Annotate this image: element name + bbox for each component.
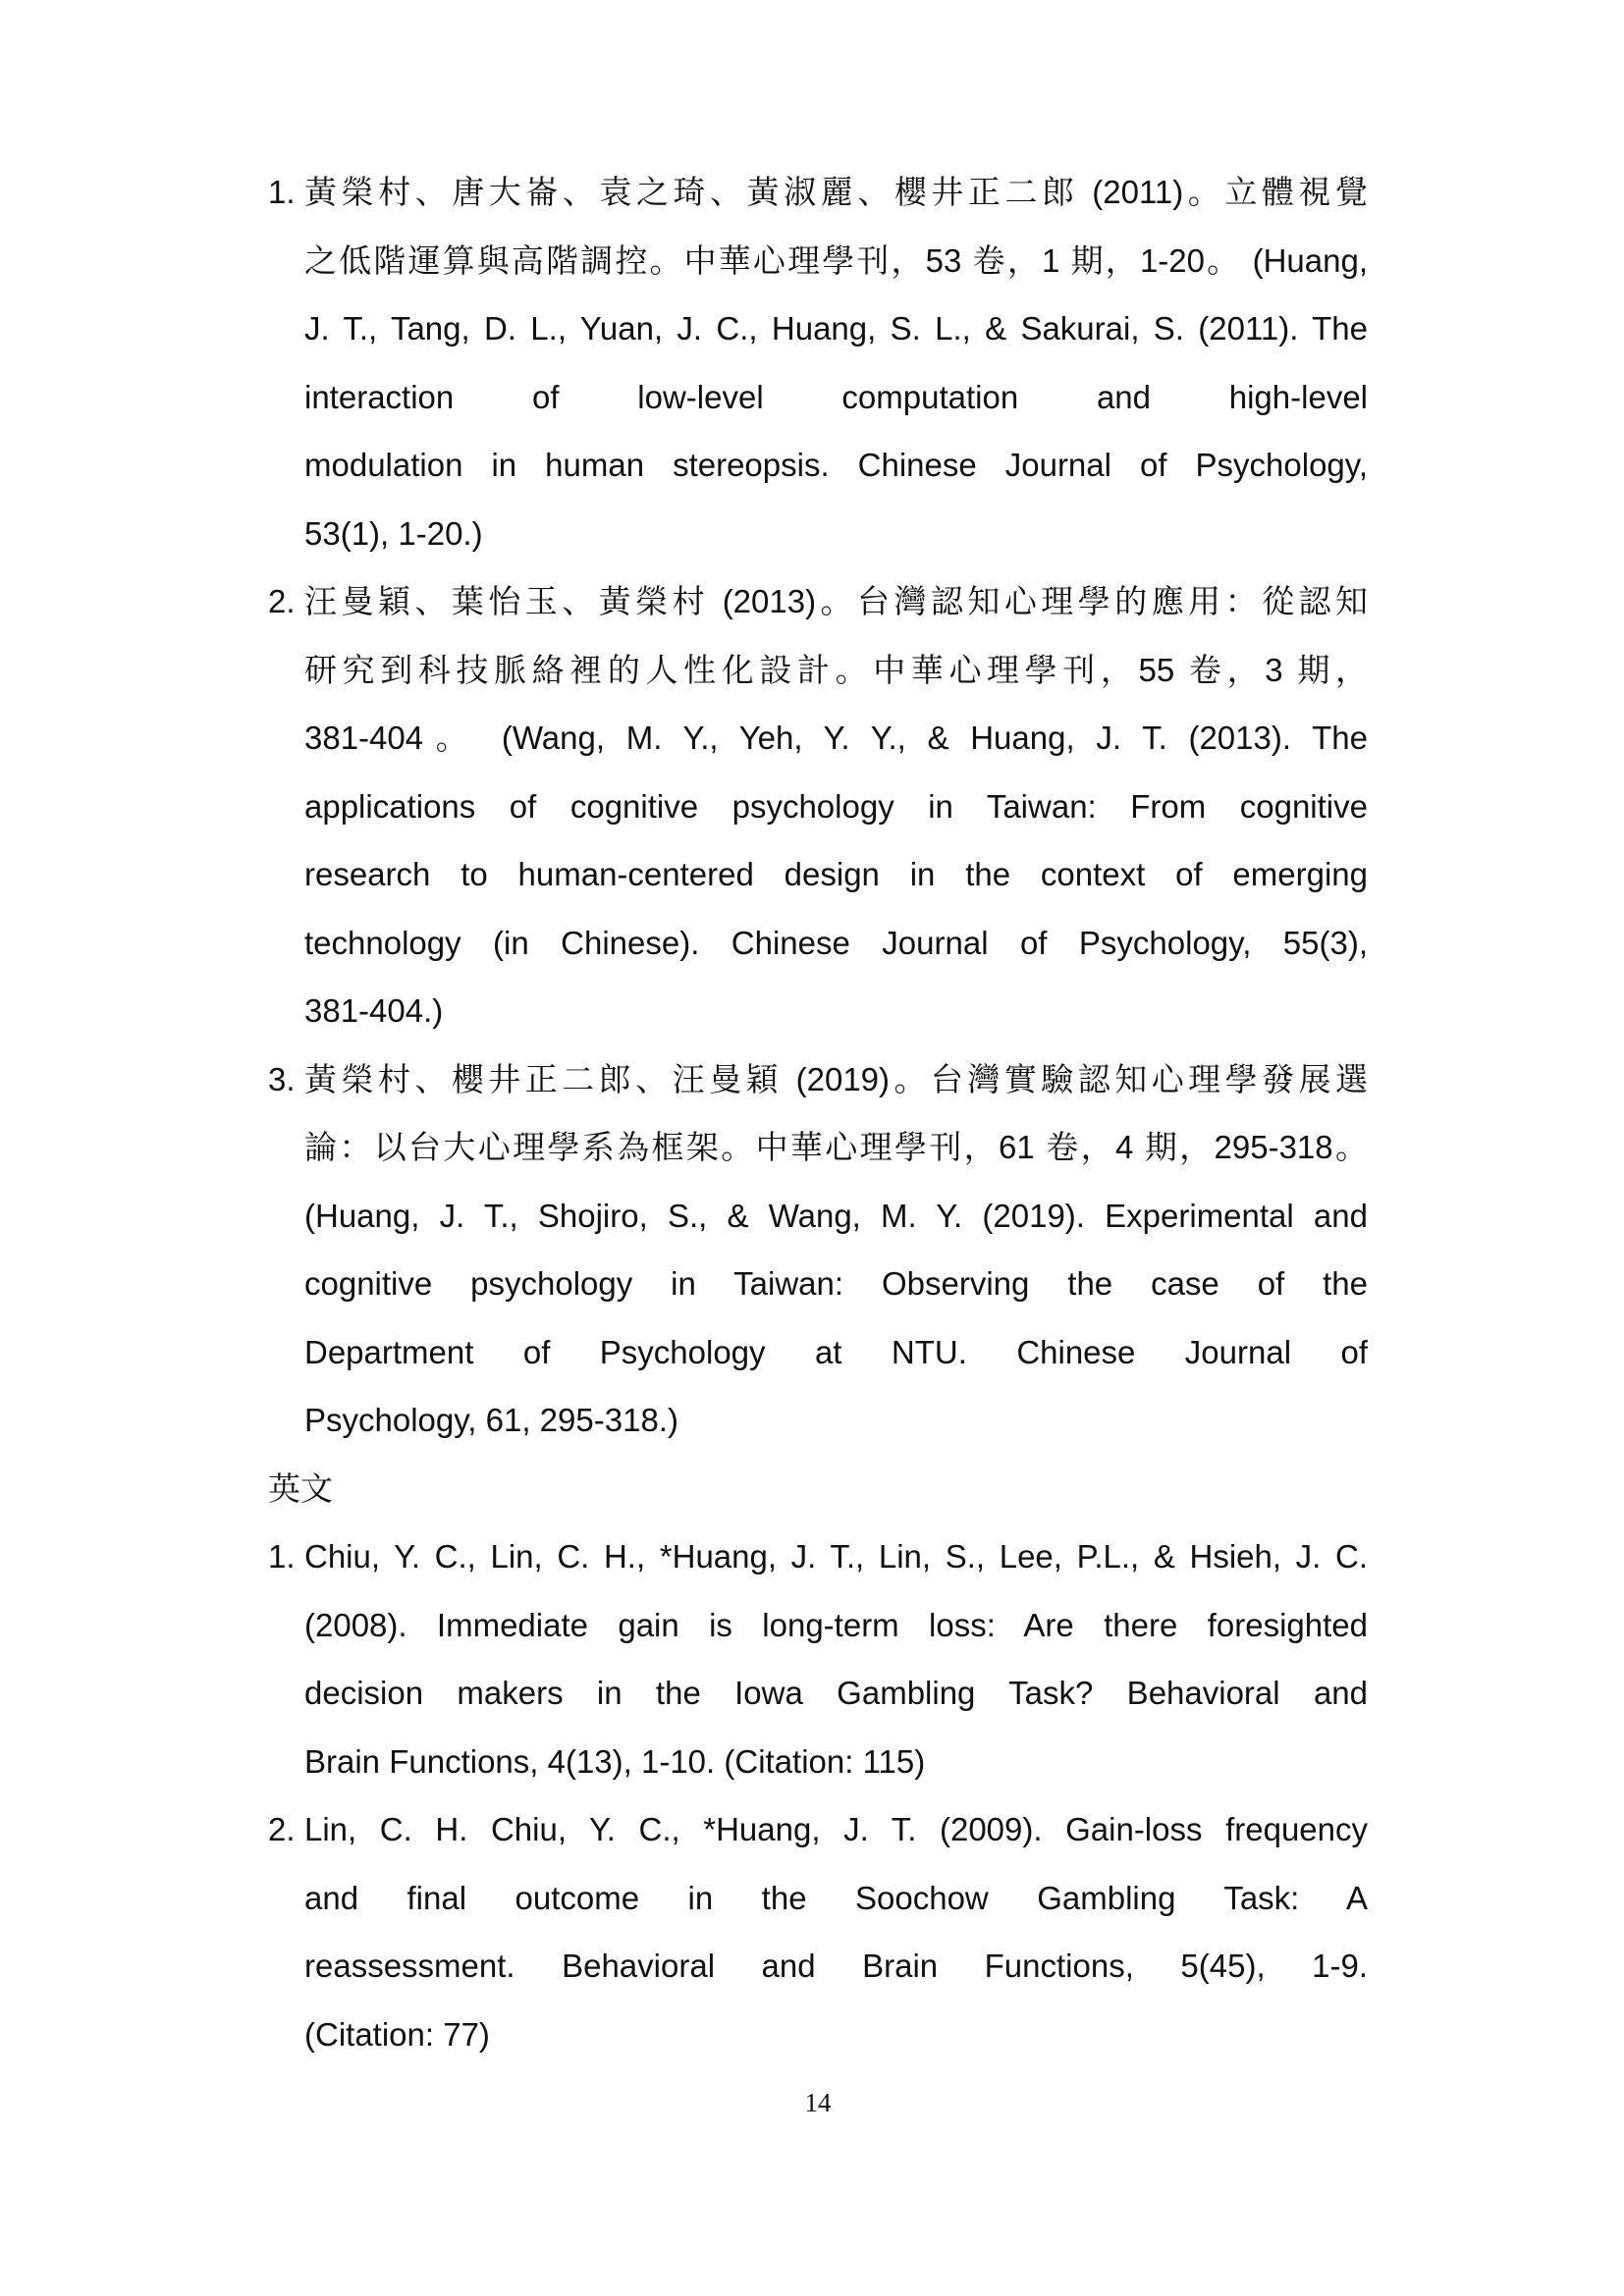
reference-line: Psychology, 61, 295-318.) xyxy=(304,1402,678,1438)
reference-item xyxy=(268,1045,1368,1455)
reference-item xyxy=(268,1795,1368,2068)
reference-line: Department of Psychology at NTU. Chinese Journal of xyxy=(304,1333,1368,1370)
reference-number: 2. xyxy=(268,583,296,619)
reference-line: 53(1), 1-20.) xyxy=(304,514,483,552)
reference-number: 1. xyxy=(268,174,296,210)
reference-number: 3. xyxy=(268,1060,296,1097)
reference-line: 之低階運算與高階調控。中華心理學刊，53 卷，1 期，1-20。 (Huang, xyxy=(304,241,1368,279)
reference-line: Chiu, Y. C., Lin, C. H., *Huang, J. T., Lin, S., Lee, P.L., & Hsieh, J. C. xyxy=(304,1538,1368,1575)
reference-line: 研究到科技脈絡裡的人性化設計。中華心理學刊，55 卷，3 期， xyxy=(304,651,1368,688)
reference-line: 381-404。 (Wang, M. Y., Yeh, Y. Y., & Huang, J. T. (2013). The xyxy=(304,720,1368,756)
reference-line: 黃榮村、唐大崙、袁之琦、黃淑麗、櫻井正二郎 (2011)。立體視覺 xyxy=(304,174,1368,210)
reference-line: and final outcome in the Soochow Gambling Task: A xyxy=(304,1879,1368,1916)
reference-line: 論：以台大心理學系為框架。中華心理學刊，61 卷，4 期，295-318。 xyxy=(304,1129,1368,1165)
document-body xyxy=(268,158,1368,2068)
reference-line: technology (in Chinese). Chinese Journal of Psychology, 55(3), xyxy=(304,924,1368,961)
reference-line: (2008). Immediate gain is long-term loss: Are there foresighted xyxy=(304,1606,1368,1643)
page-number: 14 xyxy=(804,2088,832,2117)
reference-line: reassessment. Behavioral and Brain Functions, 5(45), 1-9. xyxy=(304,1948,1368,1984)
reference-line: (Citation: 77) xyxy=(304,2015,490,2053)
reference-line: 381-404.) xyxy=(304,992,444,1029)
reference-line: interaction of low-level computation and high-level xyxy=(304,378,1368,415)
reference-lines xyxy=(304,567,1368,1045)
reference-line: decision makers in the Iowa Gambling Task? Behavioral and xyxy=(304,1675,1368,1711)
reference-line: cognitive psychology in Taiwan: Observing the case of the xyxy=(304,1265,1368,1302)
reference-line: Brain Functions, 4(13), 1-10. (Citation: 115) xyxy=(304,1742,926,1780)
reference-lines xyxy=(304,1045,1368,1455)
reference-number: 1. xyxy=(268,1538,296,1575)
reference-item xyxy=(268,567,1368,1045)
reference-item xyxy=(268,158,1368,567)
english-section-heading: 英文 xyxy=(268,1469,333,1507)
reference-line: Lin, C. H. Chiu, Y. C., *Huang, J. T. (2009). Gain-loss frequency xyxy=(304,1811,1368,1847)
reference-line: J. T., Tang, D. L., Yuan, J. C., Huang, S. L., & Sakurai, S. (2011). The xyxy=(304,310,1368,347)
reference-line: applications of cognitive psychology in Taiwan: From cognitive xyxy=(304,787,1368,825)
reference-line: 汪曼穎、葉怡玉、黃榮村 (2013)。台灣認知心理學的應用：從認知 xyxy=(304,583,1368,619)
reference-line: (Huang, J. T., Shojiro, S., & Wang, M. Y. (2019). Experimental and xyxy=(304,1197,1368,1234)
reference-lines xyxy=(304,158,1368,567)
reference-lines xyxy=(304,1795,1368,2068)
reference-line: modulation in human stereopsis. Chinese Journal of Psychology, xyxy=(304,447,1368,483)
reference-number: 2. xyxy=(268,1811,296,1847)
reference-item xyxy=(268,1522,1368,1795)
reference-line: research to human-centered design in the context of emerging xyxy=(304,856,1368,892)
reference-line: 黃榮村、櫻井正二郎、汪曼穎 (2019)。台灣實驗認知心理學發展選 xyxy=(304,1060,1368,1097)
reference-lines xyxy=(304,1522,1368,1795)
